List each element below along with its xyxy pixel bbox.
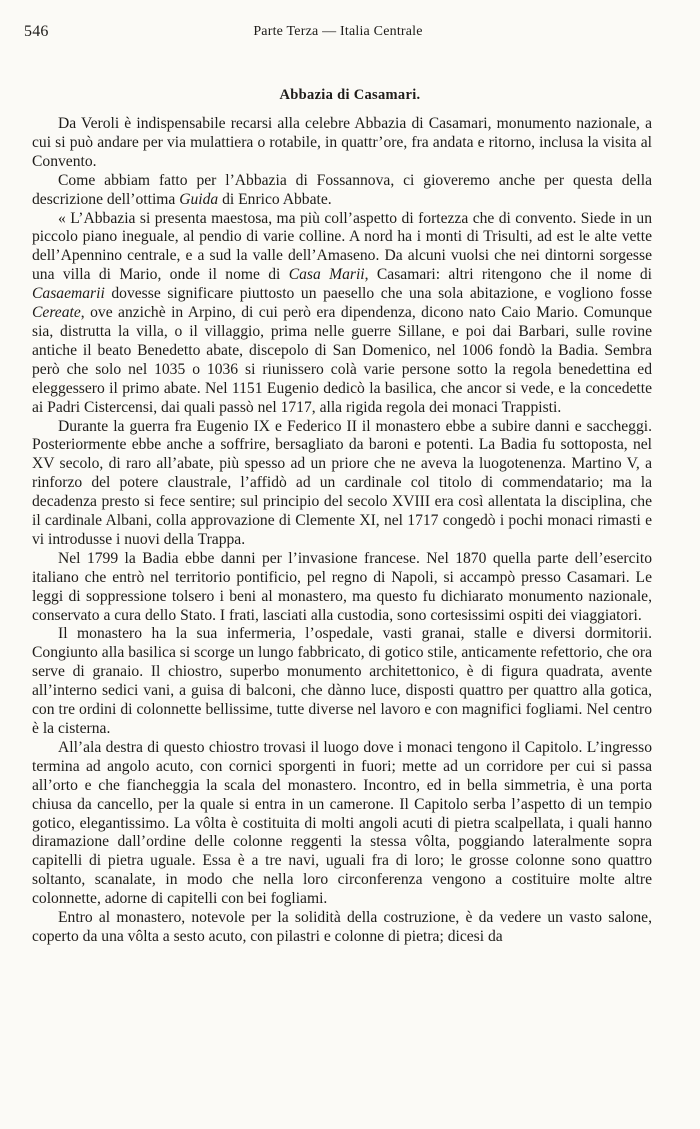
- paragraph: Da Veroli è indispensabile recarsi alla celebre Abbazia di Casamari, monumento nazionale, a cui si può andare per via mulattiera o rotabile, in quattr’ore, fra andata e ritorno, inclusa la visita al Convento.: [32, 115, 652, 170]
- paragraph: Nel 1799 la Badia ebbe danni per l’invasione francese. Nel 1870 quella parte dell’esercito italiano che entrò nel territorio pontificio, pel regno di Napoli, si accampò presso Casamari. Le leggi di soppressione tolsero i beni al monastero, ma questo fu dichiarato monumento nazionale, conservato a cura dello Stato. I frati, lasciati alla custodia, sono cortesissimi ospiti dei viaggiatori.: [32, 549, 652, 624]
- paragraph: « L’Abbazia si presenta maestosa, ma più coll’aspetto di fortezza che di convento. Siede in un piccolo piano ineguale, al pendio di varie colline. A nord ha i monti di Trisulti, ad est le alte vette dell’Apennino centrale, e a sud la valle dell’Amaseno. Da alcuni vuolsi che nei dintorni sorgesse una villa di Mario, onde il nome di Casa Marii, Casamari: altri ritengono che il nome di Casaemarii dovesse significare piuttosto un paesello che una sola abitazione, e vogliono fosse Cereate, ove anzichè in Arpino, di cui però era dipendenza, dicono nato Caio Mario. Comunque sia, distrutta la villa, o il villaggio, prima nelle guerre Sillane, e poi dai Barbari, sulle rovine antiche il beato Benedetto abate, discepolo di San Domenico, nel 1006 fondò la Badia. Sembra però che solo nel 1035 o 1036 si riunissero colà varie persone sotto la regola benedettina ed eleggessero il primo abate. Nel 1151 Eugenio dedicò la basilica, che ancor si vede, e la concedette ai Padri Cistercensi, dai quali passò nel 1717, alla rigida regola dei monaci Trappisti.: [32, 209, 653, 416]
- paragraph: Come abbiam fatto per l’Abbazia di Fossannova, ci gioveremo anche per questa della descrizione dell’ottima Guida di Enrico Abbate.: [32, 171, 652, 208]
- paragraph: Il monastero ha la sua infermeria, l’ospedale, vasti granai, stalle e diversi dormitorii. Congiunto alla basilica si scorge un lungo fabbricato, di gotico stile, anticamente refettorio, che ora serve di granaio. Il chiostro, superbo monumento architettonico, è di figura quadrata, avente all’interno sedici vani, a guisa di balconi, che dànno luce, disposti quattro per quattro alla gotica, con tre ordini di colonnette bellissime, tutte diverse nel lavoro e con magnifici fogliami. Nel centro è la cisterna.: [32, 625, 652, 737]
- page-number: 546: [24, 23, 49, 40]
- paragraph: Durante la guerra fra Eugenio IX e Federico II il monastero ebbe a subire danni e saccheggi. Posteriormente ebbe anche a soffrire, bersagliato da baroni e potenti. La Badia fu sottoposta, nel XV secolo, di raro all’abate, più spesso ad un priore che ne aveva la luogotenenza. Martino V, a rinforzo del potere claustrale, l’affidò ad un cardinale col titolo di commendatario; ma la decadenza presto si fece sentire; sul principio del secolo XVIII era così allentata la disciplina, che il cardinale Albani, colla approvazione di Clemente XI, nel 1717 congedò i pochi monaci rimasti e vi introdusse i nuovi della Trappa.: [32, 417, 652, 548]
- body-text: [32, 115, 652, 947]
- running-title: Parte Terza — Italia Centrale: [253, 24, 423, 39]
- running-head: [24, 22, 652, 42]
- paragraph: Entro al monastero, notevole per la solidità della costruzione, è da vedere un vasto salone, coperto da una vôlta a sesto acuto, con pilastri e colonne di pietra; dicesi da: [32, 909, 652, 945]
- paragraph: All’ala destra di questo chiostro trovasi il luogo dove i monaci tengono il Capitolo. L’ingresso termina ad angolo acuto, con cornici sporgenti in fuori; mette ad un corridore per cui si passa all’orto e che fiancheggia la scala del monastero. Incontro, ed in bella simmetria, è una porta chiusa da cancello, per la quale si entra in un camerone. Il Capitolo serba l’aspetto di un tempio gotico, elegantissimo. La vôlta è costituita di molti angoli acuti di pietra scalpellata, i quali hanno diramazione dall’ordine delle colonne reggenti la stessa vôlta, poggiando lateralmente sopra capitelli di pietra uguale. Essa è a tre navi, uguali fra di loro; le grosse colonne sono quattro soltanto, scanalate, in modo che nella loro circonferenza vengono a costituire molte altre colonnette, adorne di capitelli con bei fogliami.: [32, 738, 652, 908]
- section-title: Abbazia di Casamari.: [279, 87, 421, 103]
